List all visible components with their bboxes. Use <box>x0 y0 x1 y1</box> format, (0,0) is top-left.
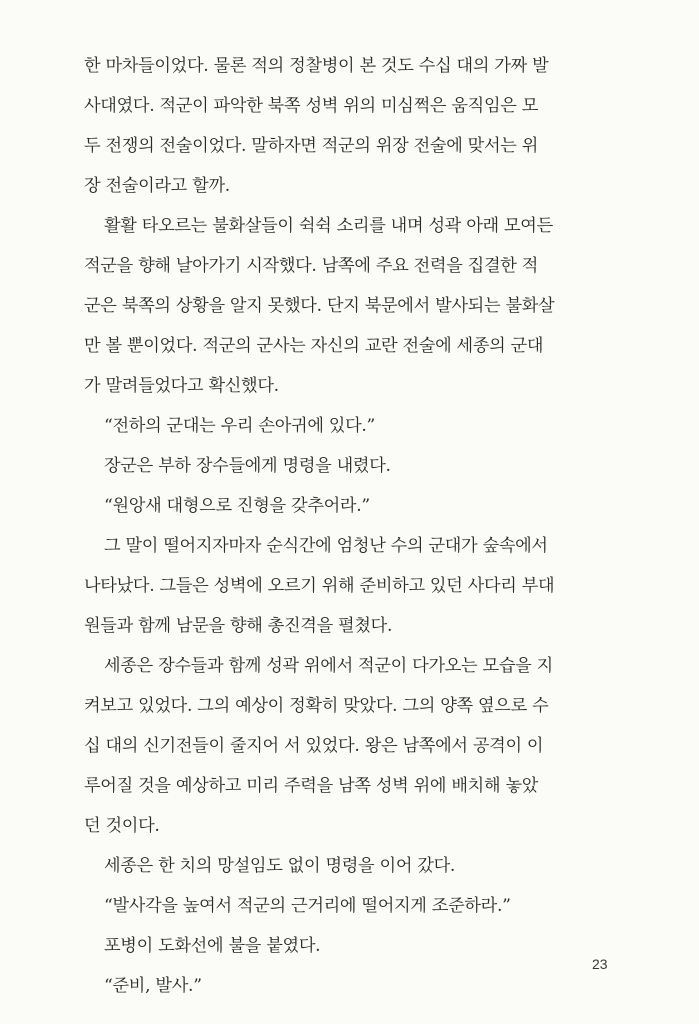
text-line: 가 말려들었다고 확신했다. <box>84 376 279 396</box>
text-line: 만 볼 뿐이었다. 적군의 군사는 자신의 교란 전술에 세종의 군대 <box>84 336 544 356</box>
text-line: “준비, 발사.” <box>104 976 202 996</box>
text-line: 세종은 장수들과 함께 성곽 위에서 적군이 다가오는 모습을 지 <box>104 656 553 676</box>
text-line: “발사각을 높여서 적군의 근거리에 떨어지게 조준하라.” <box>104 896 511 916</box>
text-line: 한 마차들이었다. 물론 적의 정찰병이 본 것도 수십 대의 가짜 발 <box>84 56 549 76</box>
text-line: 그 말이 떨어지자마자 순식간에 엄청난 수의 군대가 숲속에서 <box>104 536 548 556</box>
text-line: 루어질 것을 예상하고 미리 주력을 남쪽 성벽 위에 배치해 놓았 <box>84 776 539 796</box>
page-number: 23 <box>592 956 608 972</box>
text-line: 군은 북쪽의 상황을 알지 못했다. 단지 북문에서 발사되는 불화살 <box>84 296 555 316</box>
text-line: 사대였다. 적군이 파악한 북쪽 성벽 위의 미심쩍은 움직임은 모 <box>84 96 539 116</box>
text-line: 십 대의 신기전들이 줄지어 서 있었다. 왕은 남쪽에서 공격이 이 <box>84 736 544 756</box>
text-line: 원들과 함께 남문을 향해 총진격을 펼쳤다. <box>84 616 393 636</box>
text-line: 나타났다. 그들은 성벽에 오르기 위해 준비하고 있던 사다리 부대 <box>84 576 555 596</box>
text-line: 두 전쟁의 전술이었다. 말하자면 적군의 위장 전술에 맞서는 위 <box>84 136 539 156</box>
text-line: 포병이 도화선에 불을 붙였다. <box>104 936 321 956</box>
text-line: 장 전술이라고 할까. <box>84 176 230 196</box>
text-line: 던 것이다. <box>84 816 160 836</box>
text-line: 활활 타오르는 불화살들이 쉭쉭 소리를 내며 성곽 아래 모여든 <box>104 216 553 236</box>
text-line: 켜보고 있었다. 그의 예상이 정확히 맞았다. 그의 양쪽 옆으로 수 <box>84 696 549 716</box>
text-line: 장군은 부하 장수들에게 명령을 내렸다. <box>104 456 391 476</box>
text-line: “전하의 군대는 우리 손아귀에 있다.” <box>104 416 376 436</box>
text-line: 세종은 한 치의 망설임도 없이 명령을 이어 갔다. <box>104 856 456 876</box>
text-line: “원앙새 대형으로 진형을 갖추어라.” <box>104 496 370 516</box>
text-line: 적군을 향해 날아가기 시작했다. 남쪽에 주요 전력을 집결한 적 <box>84 256 539 276</box>
page-text <box>84 46 624 1006</box>
